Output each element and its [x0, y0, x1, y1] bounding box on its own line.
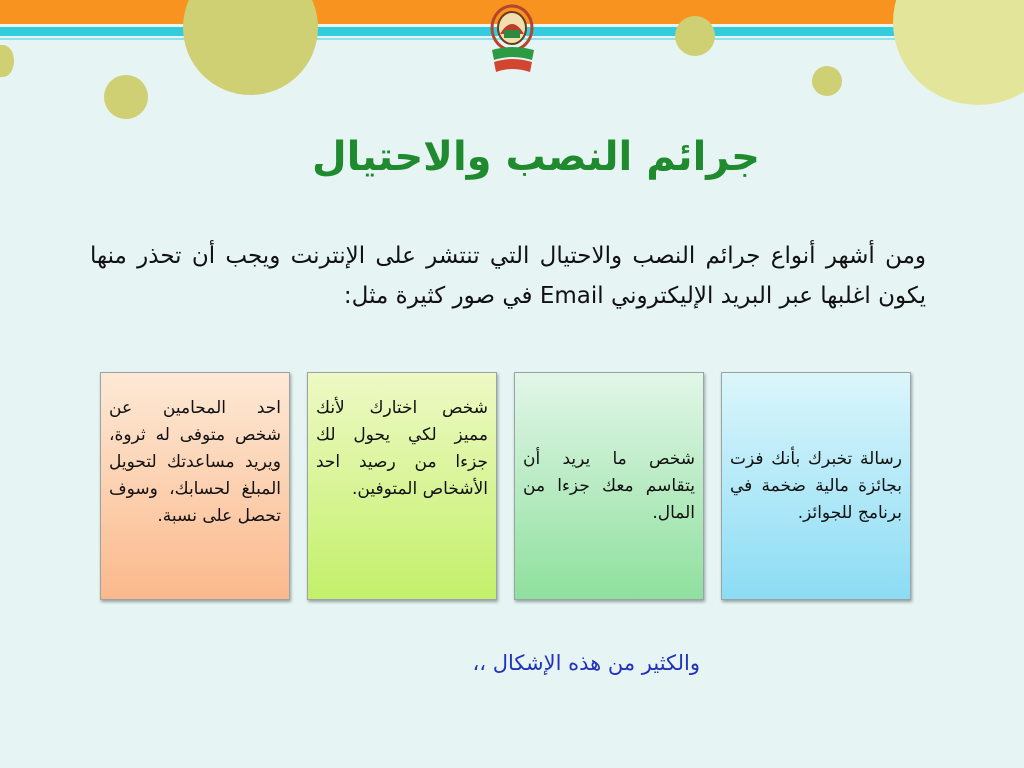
example-box-text: شخص ما يريد أن يتقاسم معك جزءا من المال.	[523, 448, 695, 523]
decor-circle-top-center	[675, 16, 715, 56]
decor-circle-large-top	[183, 0, 318, 95]
intro-paragraph: ومن أشهر أنواع جرائم النصب والاحتيال التي تنتشر على الإنترنت ويجب أن تحذر منها يكون اغلبها عبر البريد الإليكتروني Email في صور كثيرة مثل:	[90, 243, 926, 309]
decor-circle-large-right	[893, 0, 1024, 105]
slide-title: جرائم النصب والاحتيال	[311, 134, 760, 180]
example-box-text: رسالة تخبرك بأنك فزت بجائزة مالية ضخمة في برنامج للجوائز.	[730, 448, 902, 523]
example-box-lawyer	[100, 372, 290, 600]
example-box-text: احد المحامين عن شخص متوفى له ثروة، ويريد مساعدتك لتحويل المبلغ لحسابك، وسوف تحصل على نسبة.	[109, 398, 281, 526]
decor-circle-small-left	[104, 75, 148, 119]
example-box-text: شخص اختارك لأنك مميز لكي يحول لك جزءا من رصيد احد الأشخاص المتوفين.	[316, 398, 488, 499]
footer-note: والكثير من هذه الإشكال ،،	[472, 651, 700, 675]
example-box-prize	[721, 372, 911, 600]
example-box-share-money	[514, 372, 704, 600]
example-box-chosen	[307, 372, 497, 600]
institution-logo	[482, 4, 544, 82]
decor-circle-small-right	[812, 66, 842, 96]
decor-circle-left-edge	[0, 45, 14, 77]
